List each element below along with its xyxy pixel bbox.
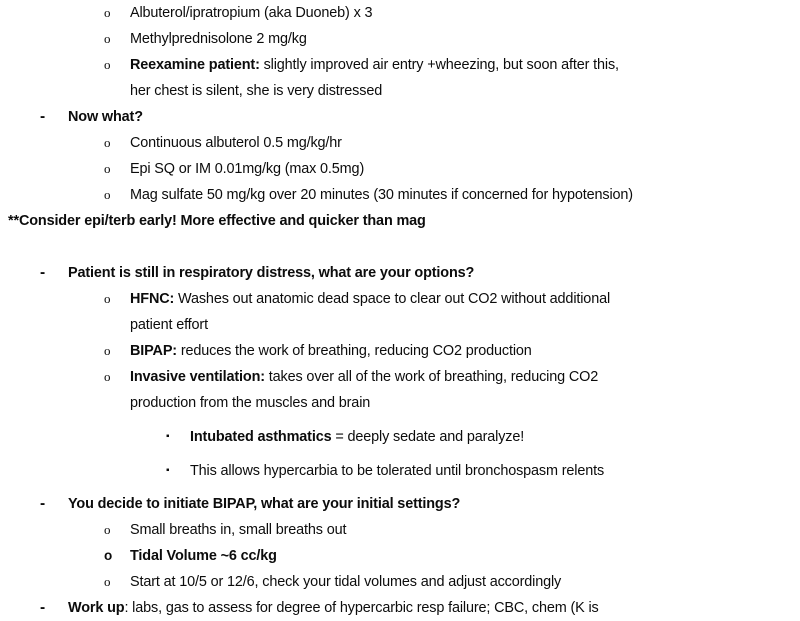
outline-line-text: Small breaths in, small breaths out	[130, 521, 347, 539]
outline-line-bold-lead: **Consider epi/terb early! More effective and quicker than mag	[8, 212, 426, 229]
outline-line	[130, 569, 561, 595]
outline-line-text: takes over all of the work of breathing, reducing CO2	[264, 368, 599, 385]
outline-line-text: Start at 10/5 or 12/6, check your tidal volumes and adjust accordingly	[130, 573, 562, 591]
outline-line-text: Epi SQ or IM 0.01mg/kg (max 0.5mg)	[130, 160, 365, 177]
bullet-marker-circle: o	[104, 574, 111, 590]
outline-line	[130, 0, 372, 26]
bullet-marker-dash: -	[40, 599, 46, 617]
outline-line	[190, 458, 604, 484]
outline-line-text: her chest is silent, she is very distressed	[130, 82, 383, 99]
outline-line-bold-lead: Tidal Volume ~6 cc/kg	[130, 547, 277, 565]
bullet-marker-circle: o	[104, 522, 111, 538]
bullet-marker-circle: o	[104, 57, 111, 72]
outline-line	[130, 52, 619, 78]
outline-line-bold-lead: Invasive ventilation:	[130, 368, 265, 385]
bullet-marker-circle: o	[104, 291, 111, 306]
outline-line-bold-lead: Patient is still in respiratory distress, what are your options?	[68, 264, 475, 281]
outline-line-bold-lead: You decide to initiate BIPAP, what are your initial settings?	[68, 495, 461, 513]
outline-line	[68, 260, 474, 286]
outline-line-bold-lead: Intubated asthmatics	[190, 427, 332, 445]
outline-line	[130, 338, 532, 364]
bullet-marker-dash: -	[40, 495, 46, 513]
outline-line-text: reduces the work of breathing, reducing CO2 production	[176, 342, 532, 359]
outline-line	[130, 130, 342, 156]
outline-line	[130, 517, 346, 543]
bullet-marker-circle: o	[104, 187, 111, 202]
outline-line	[130, 78, 382, 104]
outline-line-bold-lead: Reexamine patient:	[130, 56, 260, 73]
bullet-marker-circle-bold: o	[104, 548, 113, 564]
outline-line-bold-lead: HFNC:	[130, 290, 175, 307]
outline-line-text: production from the muscles and brain	[130, 394, 371, 411]
bullet-marker-dash: -	[40, 264, 46, 281]
outline-line	[130, 286, 610, 312]
outline-line-text: Continuous albuterol 0.5 mg/kg/hr	[130, 134, 342, 151]
outline-line-bold-lead: Work up	[68, 599, 125, 617]
outline-line	[130, 543, 277, 569]
outline-line-text: patient effort	[130, 316, 208, 333]
outline-line-text: This allows hypercarbia to be tolerated until bronchospasm relents	[190, 461, 605, 479]
outline-line	[130, 26, 307, 52]
outline-line	[130, 312, 208, 338]
outline-line	[68, 491, 460, 517]
outline-line-text: Albuterol/ipratropium (aka Duoneb) x 3	[130, 4, 373, 21]
bullet-marker-circle: o	[104, 369, 111, 384]
outline-line-bold-lead: BIPAP:	[130, 342, 177, 359]
outline-line	[130, 390, 370, 416]
outline-line	[68, 104, 143, 130]
outline-line	[130, 156, 364, 182]
outline-line	[130, 182, 633, 208]
outline-line-text: Washes out anatomic dead space to clear out CO2 without additional	[174, 290, 611, 307]
bullet-marker-square: ▪	[166, 464, 170, 476]
outline-line-text: Mag sulfate 50 mg/kg over 20 minutes (30 minutes if concerned for hypotension)	[130, 186, 633, 203]
bullet-marker-circle: o	[104, 5, 111, 20]
outline-line-text: = deeply sedate and paralyze!	[331, 427, 525, 445]
outline-line	[130, 364, 598, 390]
outline-line-text: Methylprednisolone 2 mg/kg	[130, 30, 307, 47]
outline-line-text: slightly improved air entry +wheezing, but soon after this,	[259, 56, 619, 73]
bullet-marker-square: ▪	[166, 430, 170, 442]
bullet-marker-dash: -	[40, 108, 46, 125]
outline-line-text: : labs, gas to assess for degree of hypercarbic resp failure; CBC, chem (K is	[124, 599, 599, 617]
bullet-marker-circle: o	[104, 161, 111, 176]
bullet-marker-circle: o	[104, 135, 111, 150]
bullet-marker-circle: o	[104, 343, 111, 358]
outline-line	[190, 424, 524, 450]
outline-line	[68, 595, 599, 621]
outline-line-bold-lead: Now what?	[68, 108, 143, 125]
bullet-marker-circle: o	[104, 31, 111, 46]
outline-line	[8, 208, 426, 234]
